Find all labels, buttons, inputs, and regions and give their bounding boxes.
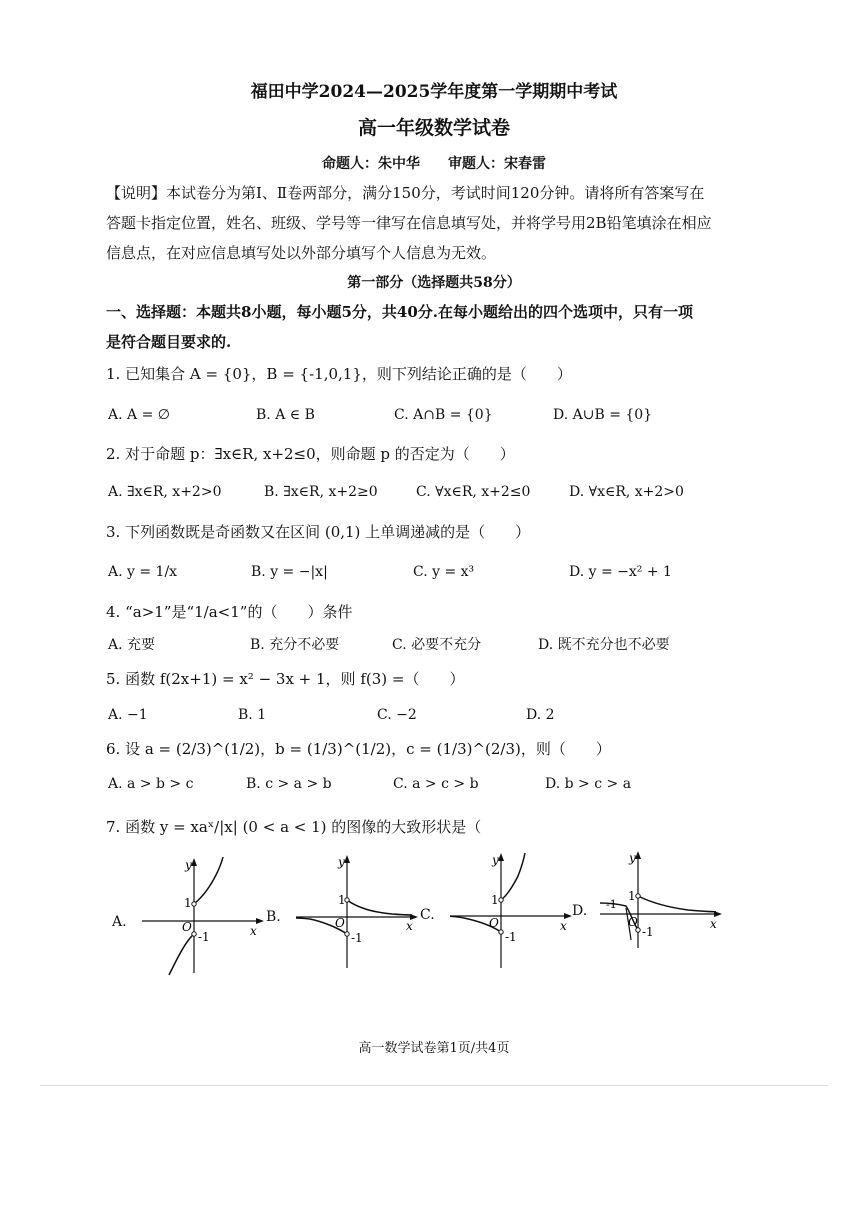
- instructions-line-3: 信息点，在对应信息填写处以外部分填写个人信息为无效。: [106, 244, 497, 262]
- graph-b-neg-one-label: -1: [351, 931, 363, 945]
- part1-title: 第一部分（选择题共58分）: [347, 275, 521, 291]
- graph-d-neg-one-left-label: -1: [606, 898, 617, 911]
- question-7-stem: 7. 函数 y = xaˣ/|x| (0 < a < 1) 的图像的大致形状是（: [106, 818, 482, 836]
- question-3-option-d[interactable]: D. y = −x² + 1: [569, 564, 672, 580]
- question-5-option-d[interactable]: D. 2: [526, 707, 555, 723]
- graph-b-origin-label: O: [335, 916, 345, 930]
- graph-d-y-label: y: [629, 851, 636, 865]
- instructions-line-2: 答题卡指定位置，姓名、班级、学号等一律写在信息填写处，并将学号用2B铅笔填涂在相应: [106, 214, 712, 232]
- graph-c-neg-one-label: -1: [505, 930, 517, 944]
- question-6-option-d[interactable]: D. b > c > a: [545, 776, 632, 792]
- graph-a-y-label: y: [185, 858, 192, 872]
- question-5-stem: 5. 函数 f(2x+1) = x² − 3x + 1，则 f(3) =（ ）: [106, 670, 465, 688]
- page-edge: [40, 1085, 828, 1086]
- authors-line: 命题人：朱中华 审题人：宋春雷: [322, 156, 546, 172]
- graph-c-origin-label: O: [489, 916, 499, 930]
- question-3-option-a[interactable]: A. y = 1/x: [108, 564, 178, 580]
- question-1-option-a[interactable]: A. A = ∅: [108, 407, 170, 423]
- question-1-option-b[interactable]: B. A ∈ B: [256, 407, 315, 423]
- graph-a-one-label: 1: [184, 896, 192, 910]
- instructions-line-1: 【说明】本试卷分为第Ⅰ、Ⅱ卷两部分，满分150分，考试时间120分钟。请将所有答案写在: [106, 184, 705, 202]
- question-7-graph-b[interactable]: [292, 852, 422, 972]
- graph-c-one-label: 1: [491, 893, 499, 907]
- graph-d-x-label: x: [710, 917, 717, 931]
- graph-c-y-label: y: [492, 853, 499, 867]
- school-title: 福田中学2024—2025学年度第一学期期中考试: [250, 82, 618, 102]
- question-3-option-c[interactable]: C. y = x³: [413, 564, 475, 580]
- question-2-option-b[interactable]: B. ∃x∈R, x+2≥0: [264, 484, 378, 500]
- question-2-stem: 2. 对于命题 p：∃x∈R, x+2≤0，则命题 p 的否定为（ ）: [106, 445, 515, 463]
- paper-title: 高一年级数学试卷: [357, 117, 510, 139]
- question-7-option-c[interactable]: C.: [420, 907, 435, 923]
- question-3-stem: 3. 下列函数既是奇函数又在区间 (0,1) 上单调递减的是（ ）: [106, 523, 531, 541]
- graph-a-origin-label: O: [182, 920, 192, 934]
- question-4-option-b[interactable]: B. 充分不必要: [250, 637, 340, 653]
- graph-b-x-label: x: [406, 919, 413, 933]
- question-2-option-c[interactable]: C. ∀x∈R, x+2≤0: [416, 484, 531, 500]
- question-7-option-d[interactable]: D.: [572, 903, 588, 919]
- question-5-option-b[interactable]: B. 1: [238, 707, 267, 723]
- question-1-option-d[interactable]: D. A∪B = {0}: [553, 407, 653, 423]
- question-7-graph-a[interactable]: [138, 855, 266, 980]
- graph-d-one-label: 1: [628, 889, 636, 903]
- question-5-option-c[interactable]: C. −2: [377, 707, 417, 723]
- question-7-option-b[interactable]: B.: [266, 909, 281, 925]
- section-heading-line-2: 是符合题目要求的.: [106, 333, 232, 351]
- question-6-option-a[interactable]: A. a > b > c: [108, 776, 194, 792]
- question-2-option-a[interactable]: A. ∃x∈R, x+2>0: [108, 484, 222, 500]
- question-7-option-a[interactable]: A.: [112, 914, 127, 930]
- question-6-option-b[interactable]: B. c > a > b: [246, 776, 332, 792]
- graph-c-x-label: x: [560, 919, 567, 933]
- graph-b-y-label: y: [338, 855, 345, 869]
- section-heading-line-1: 一、选择题：本题共8小题，每小题5分，共40分.在每小题给出的四个选项中，只有一项: [106, 303, 693, 321]
- question-1-option-c[interactable]: C. A∩B = {0}: [394, 407, 493, 423]
- question-3-option-b[interactable]: B. y = −|x|: [251, 564, 328, 580]
- question-6-stem: 6. 设 a = (2/3)^(1/2)，b = (1/3)^(1/2)，c = (1/3)^(2/3)，则（ ）: [106, 740, 611, 758]
- question-4-stem: 4. “a>1”是“1/a<1”的（ ）条件: [106, 603, 353, 621]
- graph-d-neg-one-label: -1: [642, 925, 654, 939]
- graph-a-neg-one-label: -1: [198, 930, 210, 944]
- question-4-option-a[interactable]: A. 充要: [108, 637, 156, 653]
- question-1-stem: 1. 已知集合 A = {0}，B = {-1,0,1}，则下列结论正确的是（ ）: [106, 365, 572, 383]
- graph-d-origin-label: O: [628, 915, 638, 929]
- question-2-option-d[interactable]: D. ∀x∈R, x+2>0: [569, 484, 684, 500]
- page-footer: 高一数学试卷第1页/共4页: [358, 1041, 510, 1056]
- question-4-option-c[interactable]: C. 必要不充分: [392, 637, 482, 653]
- graph-b-one-label: 1: [338, 893, 346, 907]
- question-7-graph-c[interactable]: [446, 850, 576, 972]
- question-5-option-a[interactable]: A. −1: [108, 707, 148, 723]
- graph-a-x-label: x: [250, 924, 257, 938]
- question-7-graph-d[interactable]: [596, 848, 726, 970]
- question-6-option-c[interactable]: C. a > c > b: [393, 776, 479, 792]
- question-4-option-d[interactable]: D. 既不充分也不必要: [538, 637, 670, 653]
